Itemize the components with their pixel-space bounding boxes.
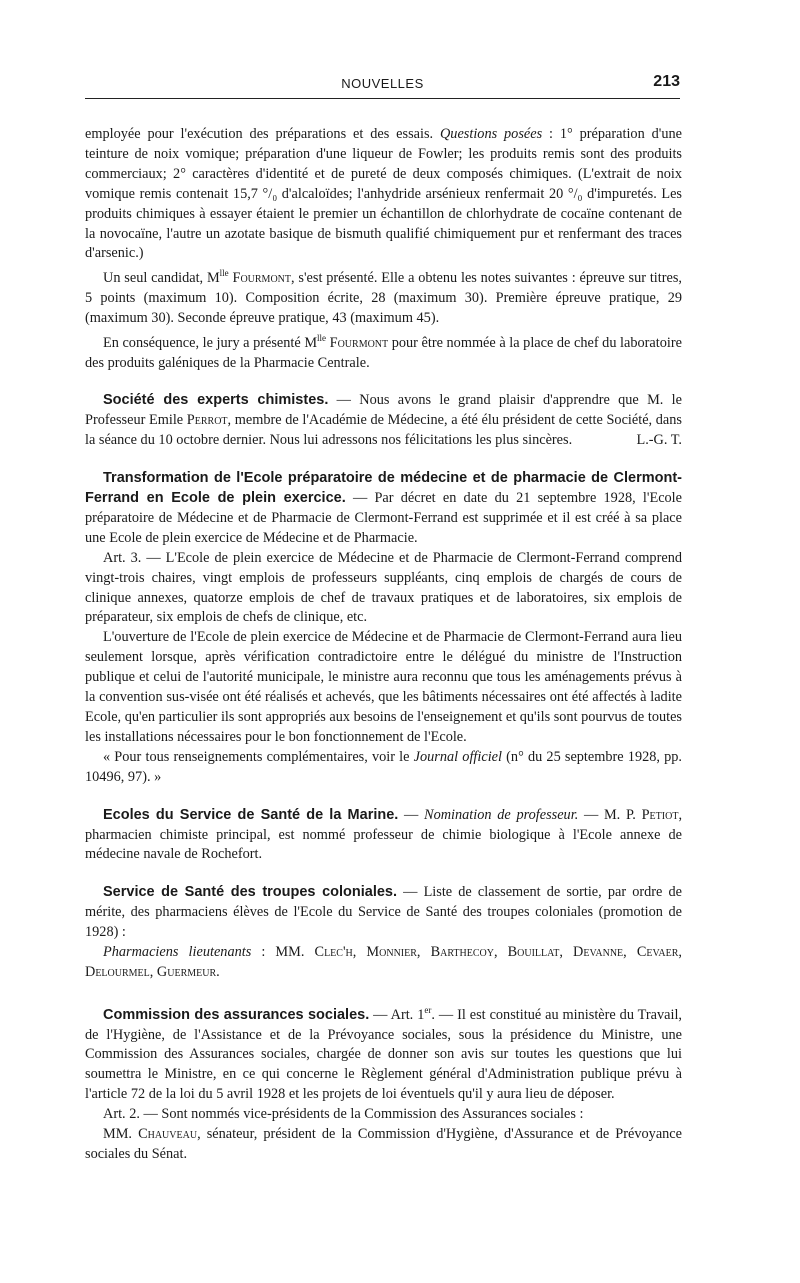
- section-heading: Ecoles du Service de Santé de la Marine.: [103, 806, 399, 823]
- paragraph-nomination: En conséquence, le jury a présenté $M^{lle}$ Fourmont pour être nommée à la place de chef du laboratoire des produits galéniques de la Pharmacie Centrale.: [85, 332, 682, 371]
- signature: L.-G. T.: [636, 432, 682, 449]
- running-header: [85, 73, 680, 99]
- section-heading: Commission des assurances sociales.: [103, 1006, 370, 1023]
- paragraph-candidate-results: Un seul candidat, $M^{lle}$ Fourmont, s'est présenté. Elle a obtenu les notes suivantes : épreuve sur titres, 5 points (maximum 10). Composition écrite, 28 (maximum 30). Première épreuve pratique, 29 (maximum 30). Seconde épreuve pratique, 43 (maximum 45).: [85, 268, 682, 326]
- paragraph-vice-presidents: MM. Chauveau, sénateur, président de la Commission d'Hygiène, d'Assurance et de Prévoyance sociales du Sénat.: [85, 1126, 682, 1162]
- section-clermont-ferrand: Transformation de l'Ecole préparatoire de médecine et de pharmacie de Clermont-Ferrand en Ecole de plein exercice. — Par décret en date du 21 septembre 1928, l'Ecole préparatoire de Médecine et de Pharmacie de Clermont-Ferrand est supprimée et il est créé à sa place une Ecole de plein exercice de Médecine et de Pharmacie.: [85, 470, 683, 546]
- paragraph-ouverture: L'ouverture de l'Ecole de plein exercice de Médecine et de Pharmacie de Clermont-Ferrand aura lieu seulement lorsque, après vérification contradictoire entre le délégué du ministre de l'Instruction publique et celui de l'autorité municipale, le ministre aura reconnu que tous les aménagements prévus à la convention sus-visée ont été réalisés et achevés, que les bâtiments nécessaires ont été affectés à ladite Ecole, qu'en particulier ils sont appropriés aux besoins de l'enseignement et qu'ils sont pourvus de toutes les installations nécessaires pour le bon fonctionnement de l'Ecole.: [85, 629, 682, 745]
- paragraph-renseignements: « Pour tous renseignements complémentaires, voir le Journal officiel (n° du 25 septembre 1928, pp. 10496, 97). »: [85, 748, 682, 785]
- section-heading: Service de Santé des troupes coloniales.: [103, 884, 398, 901]
- paragraph-art-2: Art. 2. — Sont nommés vice-présidents de la Commission des Assurances sociales :: [103, 1106, 584, 1123]
- article-body: [85, 125, 682, 1165]
- section-sante-marine: Ecoles du Service de Santé de la Marine. — Nomination de professeur. — M. P. Petiot, pharmacien chimiste principal, est nommé professeur de chimie biologique à l'Ecole annexe de médecine navale de Rochefort.: [85, 806, 683, 863]
- paragraph-exam-details: employée pour l'exécution des préparations et des essais. Questions posées : 1° préparation d'une teinture de noix vomique; préparation d'une liqueur de Fowler; les produits remis sont des produits commerciaux; 2° caractères d'identité et de pureté de deux composés chimiques. (L'extrait de noix vomique remis contenait 15,7 °/₀ d'alcaloïdes; l'anhydride arsénieux renfermait 20 °/₀ d'impuretés. Les produits chimiques à essayer étaient le premier un échantillon de chlorhydrate de cocaïne contenant de la novocaïne, l'autre un azotate basique de bismuth qualifié chimiquement pur et renfermant des traces d'arsenic.): [85, 126, 682, 262]
- section-troupes-coloniales: Service de Santé des troupes coloniales. — Liste de classement de sortie, par ordre de mérite, des pharmaciens élèves de l'Ecole du Service de Santé des troupes coloniales (promotion de 1928) :: [85, 884, 683, 941]
- section-assurances-sociales: Commission des assurances sociales. — Art. 1er. — Il est constitué au ministère du Travail, de l'Hygiène, de l'Assistance et de la Prévoyance sociales, sous la présidence du Ministre, une Commission des Assurances sociales, chargée de donner son avis sur toutes les questions que lui soumettra le Ministre, en ce qui concerne le Règlement général d'Administration publique prévu à l'article 72 de la loi du 5 avril 1928 et les projets de loi éventuels qu'il y aura lieu de déposer.: [85, 1004, 683, 1103]
- running-title: NOUVELLES: [341, 76, 424, 91]
- paragraph-art-3: Art. 3. — L'Ecole de plein exercice de Médecine et de Pharmacie de Clermont-Ferrand comprend vingt-trois chaires, vingt emplois de professeurs suppléants, cinq emplois de chargés de cours de clinique annexes, quatorze emplois de chef de travaux pratiques et de laboratoires, six emplois de préparateur, six emplois de chefs de clinique, etc.: [85, 549, 682, 626]
- paragraph-pharmaciens-lieutenants: Pharmaciens lieutenants : MM. Clec'h, Monnier, Barthecoy, Bouillat, Devanne, Cevaer, Delourmel, Guermeur.: [85, 944, 682, 980]
- page-number: 213: [653, 73, 680, 90]
- section-heading: Transformation de l'Ecole préparatoire de médecine et de pharmacie de Clermont-Ferrand en Ecole de plein exercice.: [85, 470, 682, 507]
- section-experts-chimistes: Société des experts chimistes. — Nous avons le grand plaisir d'apprendre que M. le Professeur Emile Perrot, membre de l'Académie de Médecine, a été élu président de cette Société, dans la séance du 10 octobre dernier. Nous lui adressons nos félicitations les plus sincères. L.-G. T.: [85, 391, 682, 451]
- section-heading: Société des experts chimistes.: [103, 392, 329, 409]
